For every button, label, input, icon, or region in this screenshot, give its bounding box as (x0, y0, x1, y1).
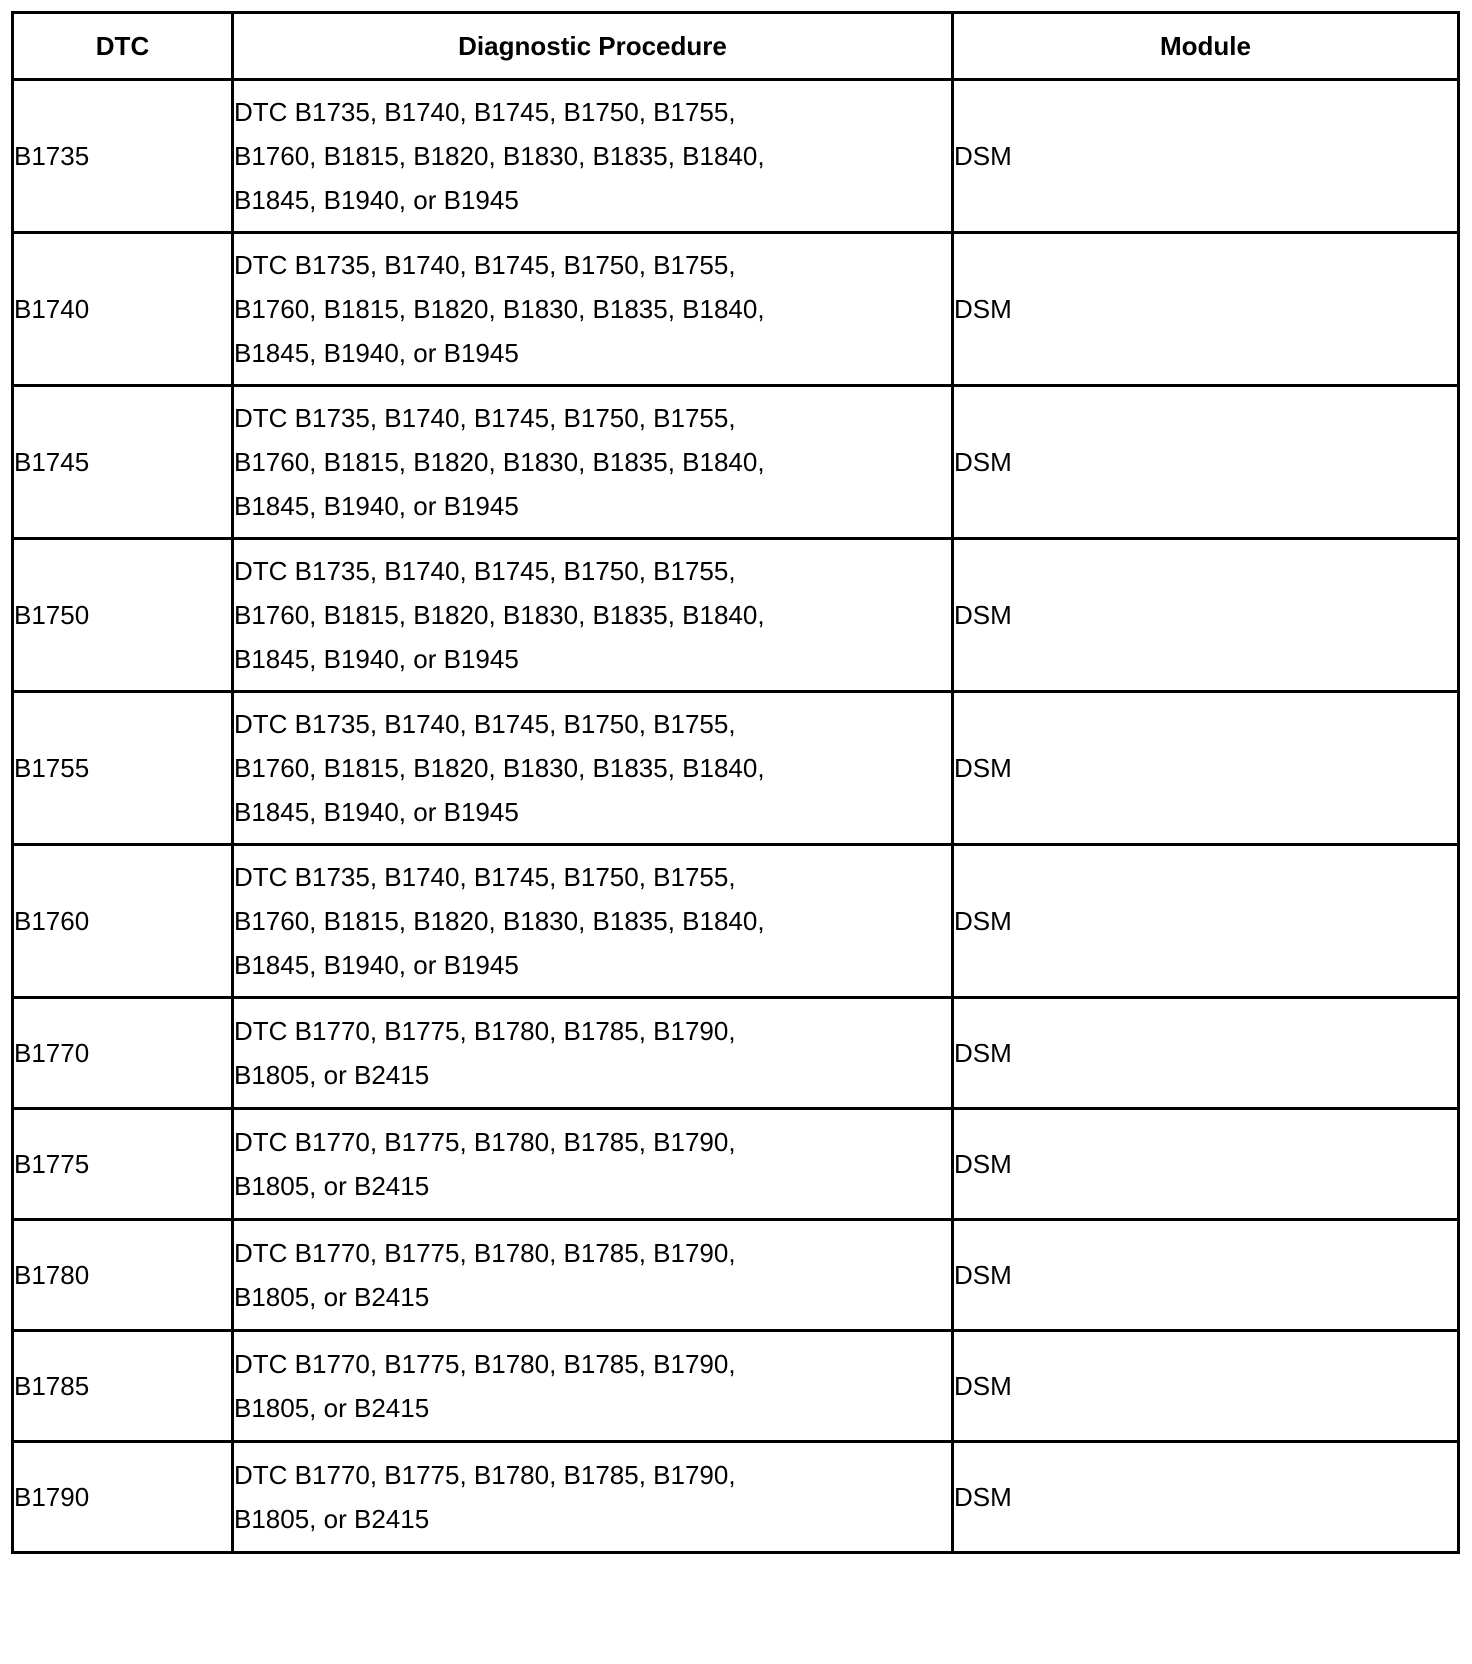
header-diagnostic-procedure: Diagnostic Procedure (233, 13, 953, 80)
module: DSM (953, 845, 1459, 998)
dtc-code: B1745 (13, 386, 233, 539)
table-row (13, 233, 1459, 386)
procedure-line: DTC B1770, B1775, B1780, B1785, B1790, (234, 1460, 736, 1490)
procedure-line: B1760, B1815, B1820, B1830, B1835, B1840, (234, 294, 765, 324)
diagnostic-procedure (233, 539, 953, 692)
procedure-line: B1845, B1940, or B1945 (234, 491, 519, 521)
procedure-line: B1760, B1815, B1820, B1830, B1835, B1840, (234, 753, 765, 783)
procedure-line: B1760, B1815, B1820, B1830, B1835, B1840, (234, 447, 765, 477)
diagnostic-procedure (233, 233, 953, 386)
diagnostic-procedure (233, 80, 953, 233)
procedure-line: B1805, or B2415 (234, 1171, 430, 1201)
dtc-table (11, 11, 1460, 1554)
procedure-line: DTC B1770, B1775, B1780, B1785, B1790, (234, 1349, 736, 1379)
procedure-line: B1805, or B2415 (234, 1282, 430, 1312)
table-row (13, 539, 1459, 692)
module: DSM (953, 233, 1459, 386)
table-row (13, 998, 1459, 1109)
table-row (13, 80, 1459, 233)
diagnostic-procedure (233, 845, 953, 998)
module: DSM (953, 1220, 1459, 1331)
module: DSM (953, 386, 1459, 539)
procedure-line: DTC B1735, B1740, B1745, B1750, B1755, (234, 862, 736, 892)
procedure-line: B1805, or B2415 (234, 1060, 430, 1090)
procedure-line: DTC B1735, B1740, B1745, B1750, B1755, (234, 97, 736, 127)
diagnostic-procedure (233, 1220, 953, 1331)
procedure-line: B1845, B1940, or B1945 (234, 797, 519, 827)
module: DSM (953, 1109, 1459, 1220)
dtc-code: B1755 (13, 692, 233, 845)
dtc-code: B1735 (13, 80, 233, 233)
procedure-line: B1805, or B2415 (234, 1504, 430, 1534)
procedure-line: DTC B1735, B1740, B1745, B1750, B1755, (234, 709, 736, 739)
module: DSM (953, 1331, 1459, 1442)
module: DSM (953, 80, 1459, 233)
procedure-line: DTC B1735, B1740, B1745, B1750, B1755, (234, 250, 736, 280)
procedure-line: B1805, or B2415 (234, 1393, 430, 1423)
module: DSM (953, 692, 1459, 845)
header-module: Module (953, 13, 1459, 80)
procedure-line: B1845, B1940, or B1945 (234, 950, 519, 980)
procedure-line: B1845, B1940, or B1945 (234, 644, 519, 674)
procedure-line: B1760, B1815, B1820, B1830, B1835, B1840, (234, 141, 765, 171)
header-dtc: DTC (13, 13, 233, 80)
procedure-line: B1845, B1940, or B1945 (234, 338, 519, 368)
table-row (13, 845, 1459, 998)
procedure-line: DTC B1735, B1740, B1745, B1750, B1755, (234, 556, 736, 586)
table-body (13, 80, 1459, 1553)
diagnostic-procedure (233, 1109, 953, 1220)
diagnostic-procedure (233, 386, 953, 539)
table-row (13, 1331, 1459, 1442)
module: DSM (953, 998, 1459, 1109)
table-row (13, 1109, 1459, 1220)
dtc-code: B1775 (13, 1109, 233, 1220)
dtc-code: B1760 (13, 845, 233, 998)
table-row (13, 692, 1459, 845)
procedure-line: B1845, B1940, or B1945 (234, 185, 519, 215)
diagnostic-procedure (233, 998, 953, 1109)
dtc-code: B1785 (13, 1331, 233, 1442)
table-row (13, 1220, 1459, 1331)
table-row (13, 386, 1459, 539)
module: DSM (953, 1442, 1459, 1553)
diagnostic-procedure (233, 1331, 953, 1442)
dtc-code: B1740 (13, 233, 233, 386)
procedure-line: DTC B1735, B1740, B1745, B1750, B1755, (234, 403, 736, 433)
dtc-code: B1770 (13, 998, 233, 1109)
table-row (13, 1442, 1459, 1553)
procedure-line: DTC B1770, B1775, B1780, B1785, B1790, (234, 1238, 736, 1268)
module: DSM (953, 539, 1459, 692)
dtc-code: B1790 (13, 1442, 233, 1553)
procedure-line: B1760, B1815, B1820, B1830, B1835, B1840, (234, 906, 765, 936)
dtc-code: B1750 (13, 539, 233, 692)
procedure-line: B1760, B1815, B1820, B1830, B1835, B1840, (234, 600, 765, 630)
dtc-code: B1780 (13, 1220, 233, 1331)
diagnostic-procedure (233, 1442, 953, 1553)
diagnostic-procedure (233, 692, 953, 845)
header-row (13, 13, 1459, 80)
procedure-line: DTC B1770, B1775, B1780, B1785, B1790, (234, 1016, 736, 1046)
procedure-line: DTC B1770, B1775, B1780, B1785, B1790, (234, 1127, 736, 1157)
